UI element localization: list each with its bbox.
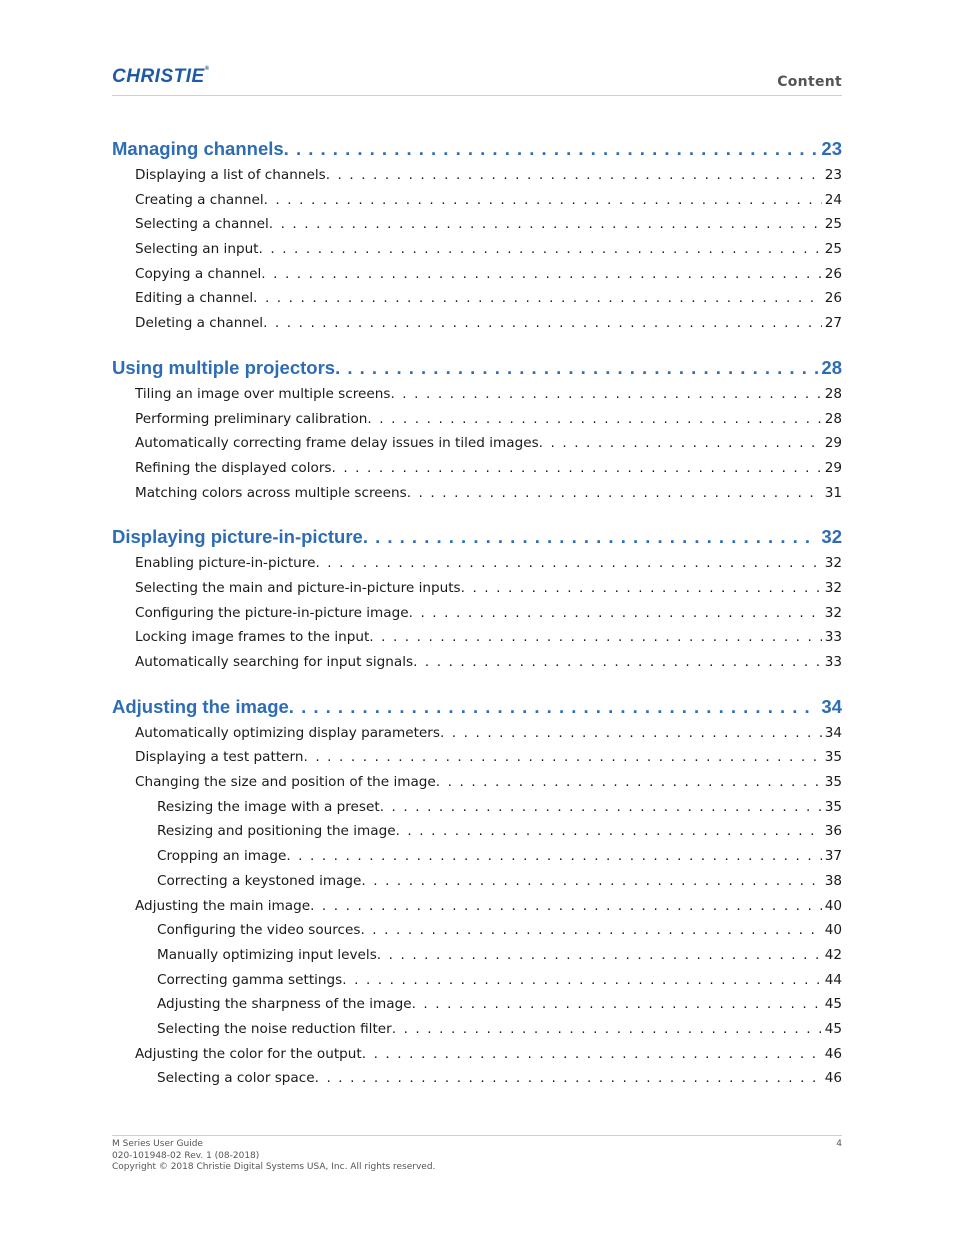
page-header [112,66,842,96]
toc-page-number: 32 [824,579,842,596]
dot-leader [367,411,821,427]
toc-page-number: 40 [824,922,842,939]
toc-page-number: 28 [824,410,842,427]
toc-page-number: 35 [824,774,842,791]
dot-leader [363,526,819,548]
toc-page-number: 32 [824,555,842,572]
dot-leader [361,873,821,889]
dot-leader [310,898,822,914]
dot-leader [396,823,822,839]
toc-entry-link[interactable] [112,605,842,630]
toc-entry-title: Configuring the video sources [157,922,361,939]
toc-entry-title: Manually optimizing input levels [157,946,377,963]
dot-leader [335,357,818,379]
dot-leader [407,485,822,501]
toc-page-number: 26 [824,290,842,307]
dot-leader [377,947,822,963]
toc-entry-link[interactable] [112,435,842,460]
toc-entry-title: Resizing the image with a preset [157,798,380,815]
toc-page-number: 42 [824,946,842,963]
toc-entry-link[interactable] [112,654,842,679]
dot-leader [436,774,822,790]
footer-page-number: 4 [836,1139,842,1149]
dot-leader [315,1070,822,1086]
dot-leader [390,386,821,402]
toc-entry-title: Using multiple projectors [112,356,336,378]
toc-entry-link[interactable] [112,972,842,997]
dot-leader [315,555,821,571]
dot-leader [284,138,819,160]
toc-chapter-link[interactable] [112,526,842,552]
toc-entry-link[interactable] [112,749,842,774]
toc-entry-link[interactable] [112,290,842,315]
toc-section [112,526,842,678]
page-footer [112,1135,842,1174]
toc-entry-title: Displaying a list of channels [135,167,326,183]
toc-entry-title: Performing preliminary calibration [135,410,368,427]
toc-entry-title: Adjusting the color for the output [135,1045,362,1062]
dot-leader [360,922,821,938]
toc-page-number: 33 [824,654,842,670]
toc-entry-link[interactable] [112,411,842,436]
toc-entry-title: Correcting a keystoned image [157,872,362,889]
toc-entry-title: Displaying a test pattern [135,749,304,766]
dot-leader [286,848,821,864]
toc-entry-title: Cropping an image [157,848,287,865]
toc-chapter-link[interactable] [112,357,842,383]
toc-entry-link[interactable] [112,485,842,510]
toc-entry-title: Creating a channel [135,191,264,208]
toc-entry-title: Resizing and positioning the image [157,823,396,840]
toc-entry-title: Displaying picture-in-picture [112,526,363,548]
table-of-contents [112,138,842,1112]
toc-entry-link[interactable] [112,799,842,824]
toc-entry-title: Changing the size and position of the image [135,774,436,791]
dot-leader [413,654,822,670]
toc-page-number: 24 [824,191,842,208]
toc-page-number: 29 [824,435,842,452]
toc-page-number: 32 [824,604,842,621]
toc-entry-link[interactable] [112,898,842,923]
toc-entry-link[interactable] [112,386,842,411]
dot-leader [263,315,822,331]
dot-leader [369,629,821,645]
toc-entry-title: Managing channels [112,138,284,159]
footer-revision: 020-101948-02 Rev. 1 (08-2018) [112,1150,260,1161]
toc-entry-link[interactable] [112,266,842,291]
toc-entry-title: Locking image frames to the input [135,629,370,646]
toc-entry-title: Refining the displayed colors [135,459,332,476]
header-title: Content [777,74,842,90]
toc-entry-link[interactable] [112,873,842,898]
toc-entry-link[interactable] [112,823,842,848]
toc-entry-link[interactable] [112,996,842,1021]
toc-page-number: 26 [824,265,842,282]
footer-copyright: Copyright © 2018 Christie Digital Systems USA, Inc. All rights reserved. [112,1162,436,1172]
toc-entry-title: Selecting the main and picture-in-picture inputs [135,579,461,596]
toc-page-number: 46 [824,1070,842,1087]
toc-entry-title: Tiling an image over multiple screens [135,385,391,402]
toc-entry-link[interactable] [112,315,842,340]
toc-entry-link[interactable] [112,774,842,799]
dot-leader [409,605,822,621]
toc-entry-title: Copying a channel [135,265,262,282]
toc-page-number: 45 [824,1020,842,1037]
dot-leader [289,696,819,718]
toc-page-number: 23 [821,138,842,159]
toc-entry-title: Editing a channel [135,290,254,307]
toc-page-number: 25 [824,241,842,258]
toc-entry-title: Correcting gamma settings [157,971,343,988]
toc-section [112,138,842,340]
toc-page-number: 32 [821,526,842,548]
toc-entry-title: Automatically correcting frame delay issues in tiled images [135,435,539,452]
dot-leader [362,1046,822,1062]
toc-page-number: 29 [824,459,842,476]
toc-page-number: 45 [824,996,842,1013]
toc-entry-link[interactable] [112,629,842,654]
toc-entry-title: Adjusting the main image [135,897,311,914]
toc-entry-link[interactable] [112,947,842,972]
toc-entry-link[interactable] [112,216,842,241]
toc-entry-title: Adjusting the sharpness of the image [157,996,412,1013]
toc-page-number: 27 [824,315,842,332]
toc-page-number: 35 [824,798,842,815]
toc-page-number: 37 [824,848,842,865]
dot-leader [342,972,821,988]
toc-section [112,357,842,509]
toc-page-number: 34 [824,724,842,741]
toc-page-number: 44 [824,971,842,988]
dot-leader [259,241,822,257]
toc-page-number: 28 [824,385,842,402]
toc-entry-title: Enabling picture-in-picture [135,555,316,572]
toc-entry-link[interactable] [112,725,842,750]
dot-leader [392,1021,822,1037]
toc-page-number: 35 [824,749,842,766]
toc-section [112,696,842,1095]
toc-chapter-link[interactable] [112,138,842,164]
footer-doc-title: M Series User Guide [112,1139,203,1149]
toc-entry-link[interactable] [112,241,842,266]
toc-page-number: 46 [824,1045,842,1062]
toc-entry-title: Automatically optimizing display parameters [135,724,440,741]
toc-entry-title: Automatically searching for input signals [135,654,414,670]
dot-leader [253,290,822,306]
toc-entry-link[interactable] [112,848,842,873]
toc-page-number: 38 [824,872,842,889]
toc-entry-link[interactable] [112,1021,842,1046]
dot-leader [461,580,822,596]
toc-entry-title: Selecting an input [135,241,259,258]
dot-leader [269,216,822,232]
toc-chapter-link[interactable] [112,696,842,722]
toc-page-number: 23 [824,167,842,183]
dot-leader [380,799,822,815]
dot-leader [326,167,822,183]
toc-entry-title: Selecting a color space [157,1070,315,1087]
toc-entry-link[interactable] [112,1070,842,1095]
toc-entry-title: Adjusting the image [112,695,289,717]
dot-leader [303,749,821,765]
toc-entry-link[interactable] [112,192,842,217]
christie-logo: CHRISTIE® [112,66,210,87]
toc-entry-title: Deleting a channel [135,315,264,332]
toc-entry-title: Configuring the picture-in-picture image [135,604,409,621]
toc-page-number: 31 [824,484,842,501]
toc-page-number: 34 [821,695,842,717]
toc-entry-link[interactable] [112,167,842,192]
dot-leader [261,266,821,282]
toc-page-number: 28 [821,356,842,378]
toc-page-number: 33 [824,629,842,646]
dot-leader [264,192,822,208]
dot-leader [332,460,822,476]
dot-leader [440,725,822,741]
toc-page-number: 40 [824,897,842,914]
toc-entry-title: Matching colors across multiple screens [135,484,407,501]
dot-leader [539,435,822,451]
dot-leader [412,996,822,1012]
toc-entry-link[interactable] [112,1046,842,1071]
toc-entry-title: Selecting a channel [135,216,269,233]
toc-entry-link[interactable] [112,922,842,947]
toc-page-number: 36 [824,823,842,840]
toc-entry-link[interactable] [112,580,842,605]
toc-entry-title: Selecting the noise reduction filter [157,1020,392,1037]
toc-entry-link[interactable] [112,555,842,580]
toc-page-number: 25 [824,216,842,233]
toc-entry-link[interactable] [112,460,842,485]
